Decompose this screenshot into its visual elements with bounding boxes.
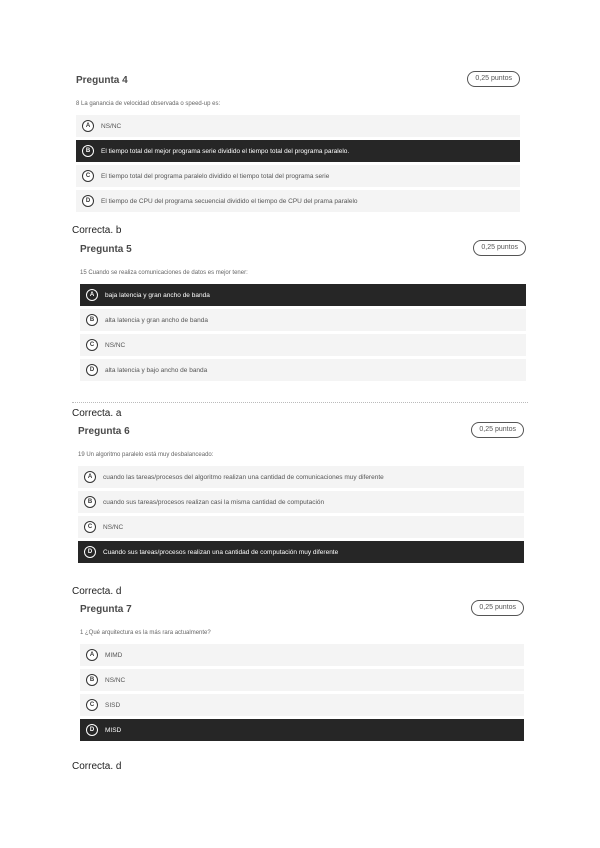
option-text: cuando las tareas/procesos del algoritmo realizan una cantidad de comunicaciones muy diferente <box>103 473 384 481</box>
points-badge: 0,25 puntos <box>471 422 524 438</box>
option-letter: C <box>82 170 94 182</box>
question-title: Pregunta 4 <box>76 75 128 86</box>
result-text: Correcta. d <box>72 761 122 772</box>
option-letter: D <box>86 724 98 736</box>
option-letter: B <box>86 674 98 686</box>
option-letter: B <box>86 314 98 326</box>
option-text: NS/NC <box>105 676 126 684</box>
option-text: cuando sus tareas/procesos realizan casi la misma cantidad de computación <box>103 498 325 506</box>
option-letter: D <box>86 364 98 376</box>
option-a[interactable] <box>80 644 524 666</box>
option-text: NS/NC <box>101 122 122 130</box>
question-header <box>76 71 520 91</box>
result-text: Correcta. b <box>72 225 122 236</box>
question-7 <box>80 600 524 744</box>
question-title: Pregunta 7 <box>80 604 132 615</box>
option-letter: A <box>86 649 98 661</box>
option-a[interactable] <box>76 115 520 137</box>
option-letter: B <box>82 145 94 157</box>
option-text: NS/NC <box>103 523 124 531</box>
option-c[interactable] <box>80 334 526 356</box>
option-text: MISD <box>105 726 122 734</box>
option-d[interactable] <box>80 359 526 381</box>
option-b[interactable] <box>78 491 524 513</box>
option-text: El tiempo total del mejor programa serie dividido el tiempo total del programa paralelo. <box>101 147 350 155</box>
option-text: NS/NC <box>105 341 126 349</box>
points-badge: 0,25 puntos <box>473 240 526 256</box>
result-text: Correcta. a <box>72 408 122 419</box>
question-text: 19 Un algoritmo paralelo está muy desbalanceado: <box>78 452 214 458</box>
option-b[interactable] <box>80 309 526 331</box>
option-letter: A <box>84 471 96 483</box>
option-d[interactable] <box>78 541 524 563</box>
question-header <box>80 600 524 620</box>
option-letter: C <box>86 699 98 711</box>
question-6 <box>78 422 524 566</box>
question-text: 8 La ganancia de velocidad observada o speed-up es: <box>76 101 221 107</box>
option-letter: A <box>82 120 94 132</box>
option-letter: C <box>86 339 98 351</box>
option-letter: B <box>84 496 96 508</box>
option-text: El tiempo de CPU del programa secuencial dividido el tiempo de CPU del prama paralelo <box>101 197 358 205</box>
question-header <box>78 422 524 442</box>
option-a[interactable] <box>78 466 524 488</box>
option-letter: C <box>84 521 96 533</box>
option-b[interactable] <box>80 669 524 691</box>
option-text: baja latencia y gran ancho de banda <box>105 291 210 299</box>
divider <box>72 402 528 403</box>
option-d[interactable] <box>76 190 520 212</box>
question-title: Pregunta 6 <box>78 426 130 437</box>
result-text: Correcta. d <box>72 586 122 597</box>
option-text: alta latencia y bajo ancho de banda <box>105 366 208 374</box>
option-letter: D <box>82 195 94 207</box>
option-letter: D <box>84 546 96 558</box>
option-b[interactable] <box>76 140 520 162</box>
option-c[interactable] <box>76 165 520 187</box>
option-text: SISD <box>105 701 121 709</box>
option-c[interactable] <box>78 516 524 538</box>
option-text: Cuando sus tareas/procesos realizan una cantidad de computación muy diferente <box>103 548 339 556</box>
option-d[interactable] <box>80 719 524 741</box>
points-badge: 0,25 puntos <box>471 600 524 616</box>
question-title: Pregunta 5 <box>80 244 132 255</box>
question-4 <box>76 71 520 215</box>
question-text: 15 Cuando se realiza comunicaciones de datos es mejor tener: <box>80 270 248 276</box>
option-text: alta latencia y gran ancho de banda <box>105 316 208 324</box>
option-text: MIMD <box>105 651 123 659</box>
option-letter: A <box>86 289 98 301</box>
option-text: El tiempo total del programa paralelo dividido el tiempo total del programa serie <box>101 172 330 180</box>
question-header <box>80 240 526 260</box>
question-5 <box>80 240 526 384</box>
option-c[interactable] <box>80 694 524 716</box>
option-a[interactable] <box>80 284 526 306</box>
points-badge: 0,25 puntos <box>467 71 520 87</box>
question-text: 1 ¿Qué arquitectura es la más rara actualmente? <box>80 630 211 636</box>
